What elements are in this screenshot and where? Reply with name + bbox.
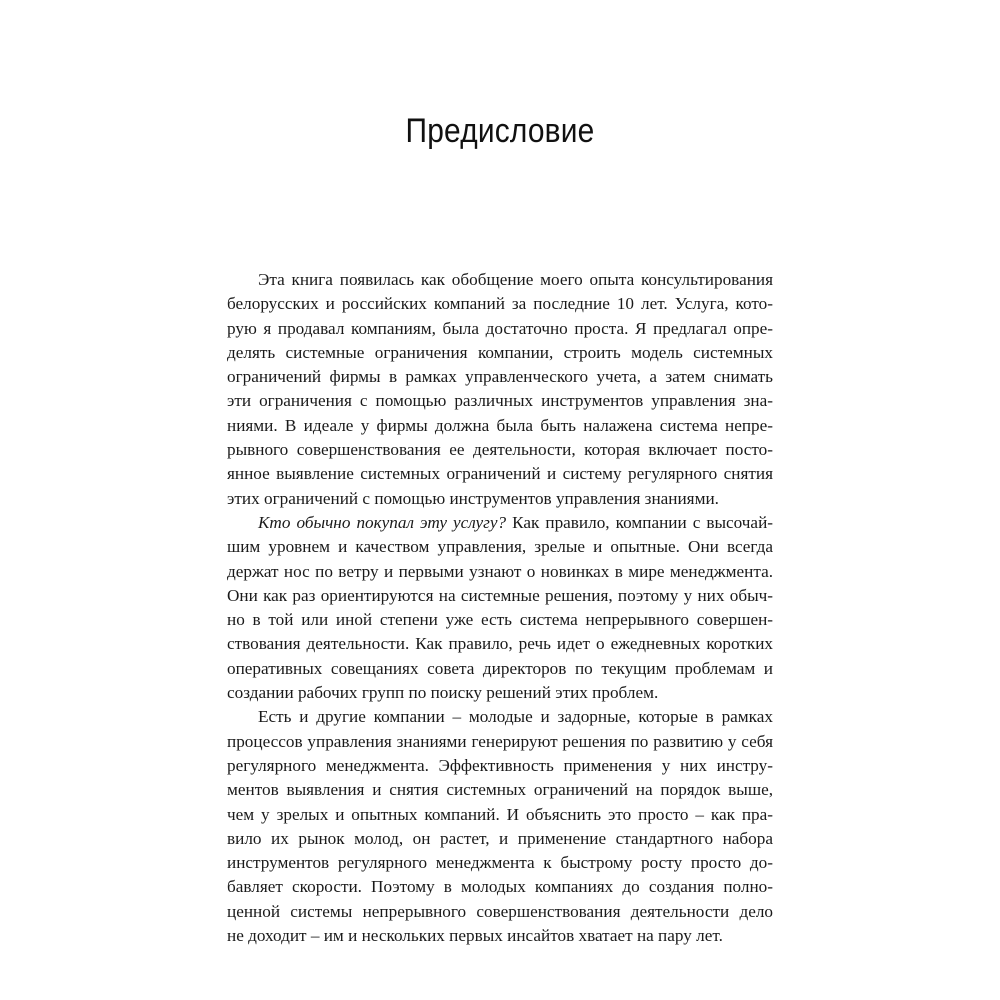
paragraph-2-line-6: ствования деятельности. Как правило, речь идет о ежедневных коротких	[227, 634, 773, 654]
paragraph-1-line-4: делять системные ограничения компании, строить модель системных	[227, 342, 773, 362]
paragraph-3-line-8: бавляет скорости. Поэтому в молодых компаниях до создания полно-	[227, 877, 773, 897]
paragraph-3-line-1: Есть и другие компании – молодые и задорные, которые в рамках	[258, 707, 773, 727]
paragraph-2-line-7: оперативных совещаниях совета директоров по текущим проблемам и	[227, 658, 773, 678]
paragraph-1-line-5: ограничений фирмы в рамках управленческого учета, а затем снимать	[227, 367, 773, 387]
page-title: Предисловие	[405, 112, 595, 150]
paragraph-1-line-7: ниями. В идеале у фирмы должна была быть налажена система непре-	[227, 415, 773, 435]
paragraph-3-line-9: ценной системы непрерывного совершенствования деятельности дело	[227, 901, 773, 921]
paragraph-2-line-3: держат нос по ветру и первыми узнают о новинках в мире менеджмента.	[227, 561, 773, 581]
paragraph-1-line-8: рывного совершенствования ее деятельности, которая включает посто-	[227, 440, 773, 460]
body-text	[227, 268, 773, 948]
paragraph-1-line-3: рую я продавал компаниям, была достаточно проста. Я предлагал опре-	[227, 318, 773, 338]
paragraph-3-line-4: ментов выявления и снятия системных ограничений на порядок выше,	[227, 780, 773, 800]
paragraph-1-line-2: белорусских и российских компаний за последние 10 лет. Услуга, кото-	[227, 294, 773, 314]
paragraph-2-italic-lead: Кто обычно покупал эту услугу?	[258, 512, 507, 532]
paragraph-3-line-2: процессов управления знаниями генерируют решения по развитию у себя	[227, 731, 773, 751]
paragraph-2-line-1-rest: Как правило, компании с высочай-	[506, 512, 773, 532]
paragraph-2-line-8: создании рабочих групп по поиску решений этих проблем.	[227, 683, 659, 703]
paragraph-3-line-6: вило их рынок молод, он растет, и применение стандартного набора	[227, 828, 773, 848]
paragraph-3-line-3: регулярного менеджмента. Эффективность применения у них инстру-	[227, 755, 773, 775]
paragraph-3-line-7: инструментов регулярного менеджмента к быстрому росту просто до-	[227, 853, 773, 873]
paragraph-1-line-10: этих ограничений с помощью инструментов управления знаниями.	[227, 488, 719, 508]
paragraph-2-line-2: шим уровнем и качеством управления, зрелые и опытные. Они всегда	[227, 537, 773, 557]
paragraph-2-line-4: Они как раз ориентируются на системные решения, поэтому у них обыч-	[227, 585, 773, 605]
paragraph-3-line-5: чем у зрелых и опытных компаний. И объяснить это просто – как пра-	[227, 804, 773, 824]
paragraph-2-line-1	[227, 511, 773, 535]
paragraph-2-line-5: но в той или иной степени уже есть система непрерывного совершен-	[227, 610, 773, 630]
paragraph-3-line-10: не доходит – им и нескольких первых инсайтов хватает на пару лет.	[227, 926, 723, 946]
paragraph-1-line-6: эти ограничения с помощью различных инструментов управления зна-	[227, 391, 773, 411]
paragraph-1-line-9: янное выявление системных ограничений и систему регулярного снятия	[227, 464, 773, 484]
paragraph-1-line-1: Эта книга появилась как обобщение моего опыта консультирования	[258, 270, 773, 289]
